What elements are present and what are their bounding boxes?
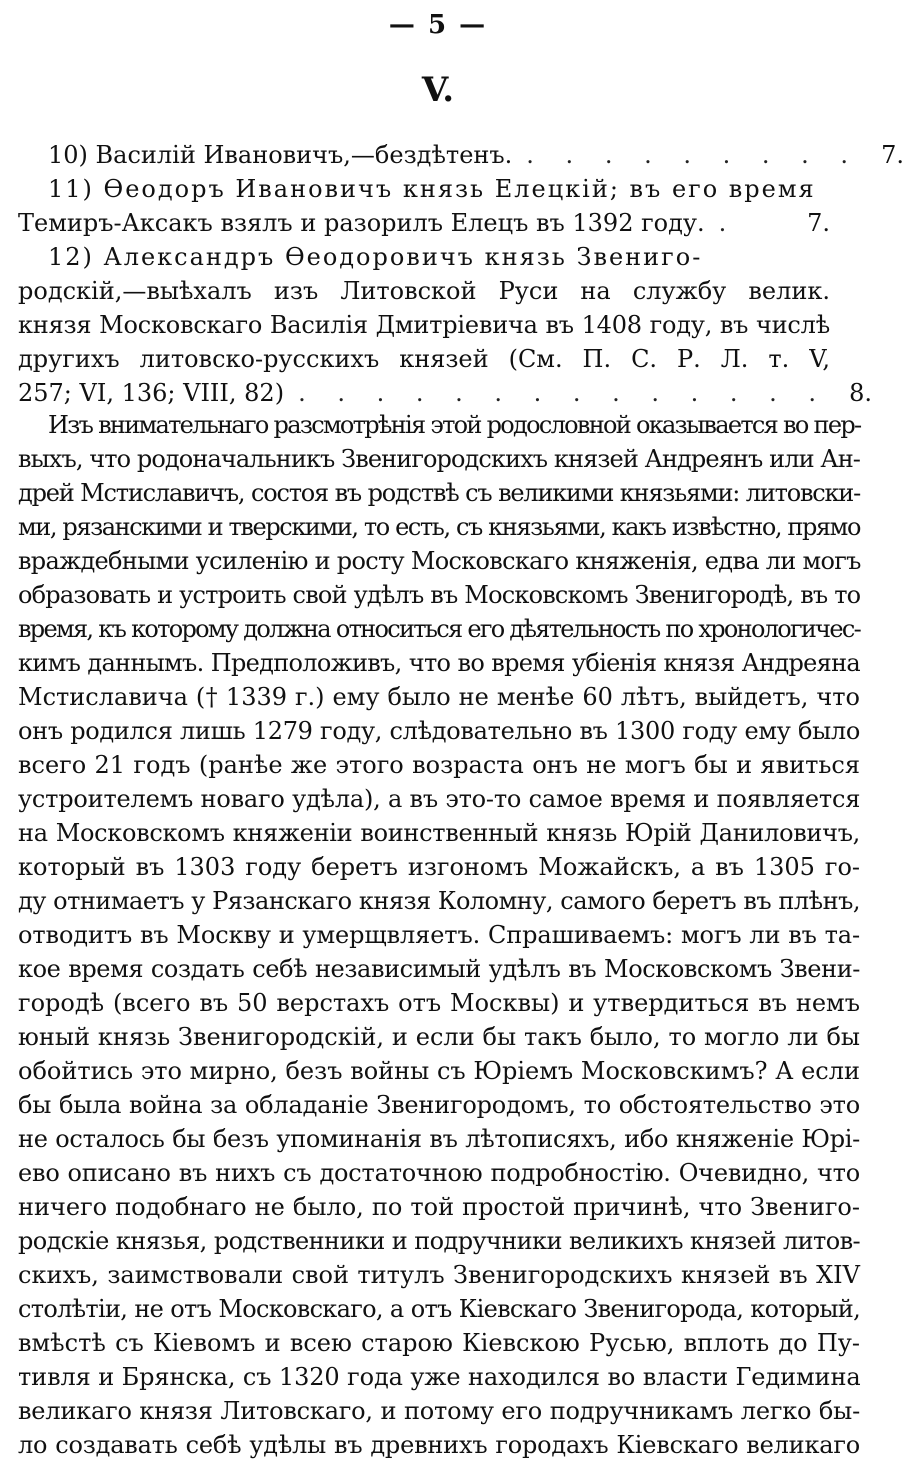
body-line: устроителемъ новаго удѣла), а въ это-то самое время и появляется: [18, 785, 861, 813]
section-numeral: V.: [421, 70, 455, 110]
entry-text: 257; VI, 136; VIII, 82): [18, 379, 285, 407]
body-line: скихъ, заимствовали свой титулъ Звенигородскихъ князей въ XIV: [18, 1261, 860, 1289]
body-line: ничего подобнаго не было, по той простой причинѣ, что Звениго-: [18, 1193, 860, 1221]
body-line: бы была война за обладаніе Звенигородомъ, то обстоятельство это: [18, 1091, 860, 1119]
leader-dots: .: [718, 209, 739, 237]
entry-11-line-1: [18, 172, 830, 206]
body-line: ду отнимаетъ у Рязанскаго князя Коломну, самого беретъ въ плѣнъ,: [18, 887, 860, 915]
entry-text: Темиръ-Аксакъ взялъ и разорилъ Елецъ въ 1392 году.: [18, 209, 705, 237]
body-line: ево описано въ нихъ съ достаточною подробностію. Очевидно, что: [18, 1159, 860, 1187]
entry-text: 10) Василій Ивановичъ,—бездѣтенъ.: [48, 141, 513, 169]
body-line: столѣтіи, не отъ Московскаго, а отъ Кіевскаго Звенигорода, который,: [18, 1295, 860, 1323]
body-line: не осталось бы безъ упоминанія въ лѣтописяхъ, ибо княженіе Юрі-: [18, 1125, 860, 1153]
entry-text: 12) Александръ Ѳеодоровичъ князь Звениго-: [48, 243, 703, 271]
entry-text: 11) Ѳеодоръ Ивановичъ князь Елецкій; въ его время: [48, 175, 816, 203]
body-line: ло создавать себѣ удѣлы въ древнихъ городахъ Кіевскаго великаго: [18, 1431, 860, 1459]
body-line: городѣ (всего въ 50 верстахъ отъ Москвы) и утвердиться въ немъ: [18, 989, 860, 1017]
body-line: образовать и устроить свой удѣлъ въ Московскомъ Звенигородѣ, въ то: [18, 581, 861, 609]
body-line: Изъ внимательнаго разсмотрѣнія этой родословной оказывается во пер-: [48, 411, 861, 439]
body-line: великаго князя Литовскаго, и потому его подручникамъ легко бы-: [18, 1397, 860, 1425]
body-line: Мстиславича († 1339 г.) ему было не менѣе 60 лѣтъ, выйдетъ, что: [18, 683, 860, 711]
body-line: выхъ, что родоначальникъ Звенигородскихъ князей Андреянъ или Ан-: [18, 445, 860, 473]
body-line: онъ родился лишь 1279 году, слѣдовательно въ 1300 году ему было: [18, 717, 860, 745]
entry-12-line-2: родскій,—выѣхалъ изъ Литовской Руси на службу велик.: [18, 277, 830, 305]
body-line: который въ 1303 году беретъ изгономъ Можайскъ, а въ 1305 го-: [18, 853, 860, 881]
body-line: ми, рязанскими и тверскими, то есть, съ князьями, какъ извѣстно, прямо: [18, 513, 860, 541]
entry-page-ref: 7.: [807, 209, 830, 237]
body-line: отводитъ въ Москву и умерщвляетъ. Спрашиваемъ: могъ ли въ та-: [18, 921, 860, 949]
entry-page-ref: 7.: [881, 141, 904, 169]
body-line: родскіе князья, родственники и подручники великихъ князей литов-: [18, 1227, 860, 1255]
entry-12-line-3: князя Московскаго Василія Дмитріевича въ 1408 году, въ числѣ: [18, 311, 830, 339]
body-line: всего 21 годъ (ранѣе же этого возраста онъ не могъ бы и явиться: [18, 751, 860, 779]
body-line: тивля и Брянска, съ 1320 года уже находился во власти Гедимина: [18, 1363, 861, 1391]
entry-12-line-4: другихъ литовско-русскихъ князей (См. П. С. Р. Л. т. V,: [18, 345, 830, 373]
entry-12-line-1: [18, 240, 830, 274]
body-line: на Московскомъ княженіи воинственный князь Юрій Даниловичъ,: [18, 819, 860, 847]
body-line: обойтись это мирно, безъ войны съ Юріемъ Московскимъ? А если: [18, 1057, 860, 1085]
entry-12-line-5: [18, 376, 873, 410]
entry-page-ref: 8.: [849, 379, 873, 407]
body-line: юный князь Звенигородскій, и если бы такъ было, то могло ли бы: [18, 1023, 860, 1051]
leader-dots: . . . . . . . . . . . . . .: [298, 379, 829, 407]
body-paragraph: [18, 408, 860, 1462]
body-line: враждебными усиленію и росту Московскаго княженія, едва ли могъ: [18, 547, 861, 575]
body-line: кимъ даннымъ. Предположивъ, что во время убіенія князя Андреяна: [18, 649, 860, 677]
entry-11-line-2: [18, 206, 830, 240]
entry-10: [18, 138, 904, 172]
body-line: вмѣстѣ съ Кіевомъ и всею старою Кіевскою Русью, вплоть до Пу-: [18, 1329, 860, 1357]
page-number: — 5 —: [388, 10, 488, 40]
body-line: дрей Мстиславичъ, состоя въ родствѣ съ великими князьями: литовски-: [18, 479, 860, 507]
leader-dots: . . . . . . . . .: [526, 141, 860, 169]
genealogy-entries: [18, 138, 904, 410]
body-line: время, къ которому должна относиться его дѣятельность по хронологичес-: [18, 615, 860, 643]
body-line: кое время создать себѣ независимый удѣлъ въ Московскомъ Звени-: [18, 955, 860, 983]
